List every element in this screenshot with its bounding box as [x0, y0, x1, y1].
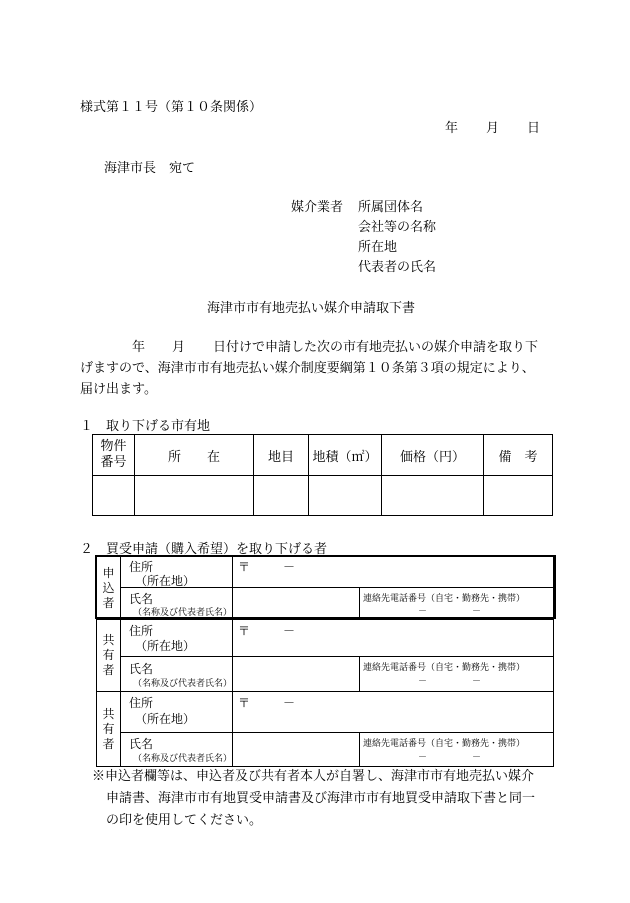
header-area: 地積（㎡）: [309, 435, 382, 476]
postal-mark: 〒: [238, 560, 251, 574]
name-input[interactable]: [233, 733, 360, 767]
phone-dashes: － －: [418, 677, 482, 687]
form-number: 様式第１１号（第１０条関係）: [80, 100, 263, 115]
agent-field-company: 会社等の名称: [358, 220, 437, 235]
postal-dash: －: [283, 696, 296, 710]
name-input[interactable]: [233, 588, 360, 620]
phone-dashes: － －: [418, 753, 482, 763]
note: [92, 766, 562, 832]
header-land-category: 地目: [254, 435, 309, 476]
note-line3: の印を使用してください。: [106, 813, 263, 828]
phone-dashes: － －: [418, 607, 482, 617]
date-month-label: 月: [486, 121, 500, 136]
agent-field-organization: 所属団体名: [358, 200, 424, 215]
phone-cell[interactable]: [360, 733, 554, 767]
note-line2: 申請書、海津市市有地買受申請書及び海津市市有地買受申請取下書と同一: [106, 791, 536, 806]
name-label: 氏名: [129, 592, 154, 606]
document-title: 海津市市有地売払い媒介申請取下書: [207, 301, 416, 316]
address-label: 住所: [129, 624, 154, 638]
address-input[interactable]: [233, 692, 554, 733]
phone-cell[interactable]: [360, 657, 554, 692]
role-applicant: 申 込 者: [97, 557, 121, 620]
name-sub-label: （名称及び代表者氏名）: [133, 754, 233, 764]
phone-label: 連絡先電話番号（自宅・勤務先・携帯）: [363, 594, 526, 604]
name-label-cell: [121, 657, 233, 692]
cell-location[interactable]: [135, 476, 254, 516]
body-line2: げますので、海津市市有地売払い媒介制度要綱第１０条第３項の規定により、: [80, 361, 535, 376]
role-coowner-1: 共 有 者: [97, 620, 121, 692]
agent-label: 媒介業者: [291, 200, 344, 215]
cell-remarks[interactable]: [484, 476, 553, 516]
header-remarks: 備 考: [484, 435, 553, 476]
body-month: 月: [172, 340, 186, 355]
applicant-table: [96, 556, 554, 767]
address-input[interactable]: [233, 620, 554, 657]
address-label: 住所: [129, 560, 154, 574]
name-label-cell: [121, 733, 233, 767]
coowner1-name-row: [97, 657, 554, 692]
postal-dash: －: [283, 560, 296, 574]
postal-mark: 〒: [238, 624, 251, 638]
address-label-cell: [121, 692, 233, 733]
date-day-label: 日: [527, 121, 541, 136]
cell-price[interactable]: [382, 476, 484, 516]
name-sub-label: （名称及び代表者氏名）: [133, 608, 233, 618]
role-coowner-2: 共 有 者: [97, 692, 121, 767]
header-price: 価格（円）: [382, 435, 484, 476]
name-label-cell: [121, 588, 233, 620]
phone-label: 連絡先電話番号（自宅・勤務先・携帯）: [363, 739, 526, 749]
agent-field-address: 所在地: [358, 240, 398, 255]
section2-heading: ２ 買受申請（購入希望）を取り下げる者: [80, 542, 328, 557]
name-input[interactable]: [233, 657, 360, 692]
header-property-number: 物件 番号: [93, 435, 135, 476]
cell-property-number[interactable]: [93, 476, 135, 516]
land-table: [92, 434, 553, 516]
phone-cell[interactable]: [360, 588, 554, 620]
note-line1: ※申込者欄等は、申込者及び共有者本人が自署し、海津市市有地売払い媒介: [92, 769, 535, 784]
coowner2-address-row: [97, 692, 554, 733]
address-input[interactable]: [233, 557, 554, 588]
address-sub-label: （所在地）: [135, 712, 196, 726]
body-year: 年: [132, 340, 146, 355]
name-label: 氏名: [129, 662, 154, 676]
cell-land-category[interactable]: [254, 476, 309, 516]
date-year-label: 年: [445, 121, 459, 136]
address-label-cell: [121, 557, 233, 588]
phone-label: 連絡先電話番号（自宅・勤務先・携帯）: [363, 663, 526, 673]
addressee: 海津市長 宛て: [104, 161, 196, 176]
address-sub-label: （所在地）: [135, 639, 196, 653]
postal-dash: －: [283, 624, 296, 638]
coowner1-address-row: [97, 620, 554, 657]
agent-field-representative: 代表者の氏名: [358, 260, 437, 275]
address-label: 住所: [129, 696, 154, 710]
applicant-address-row: [97, 557, 554, 588]
coowner2-name-row: [97, 733, 554, 767]
address-sub-label: （所在地）: [135, 574, 196, 588]
land-table-entry-row: [93, 476, 553, 516]
land-table-header-row: [93, 435, 553, 476]
section1-heading: １ 取り下げる市有地: [80, 419, 211, 434]
cell-area[interactable]: [309, 476, 382, 516]
body-line1: 日付けで申請した次の市有地売払いの媒介申請を取り下: [213, 340, 539, 355]
body-line3: 届け出ます。: [80, 382, 157, 397]
postal-mark: 〒: [238, 696, 251, 710]
name-sub-label: （名称及び代表者氏名）: [133, 679, 233, 689]
header-location: 所 在: [135, 435, 254, 476]
applicant-name-row: [97, 588, 554, 620]
name-label: 氏名: [129, 737, 154, 751]
address-label-cell: [121, 620, 233, 657]
